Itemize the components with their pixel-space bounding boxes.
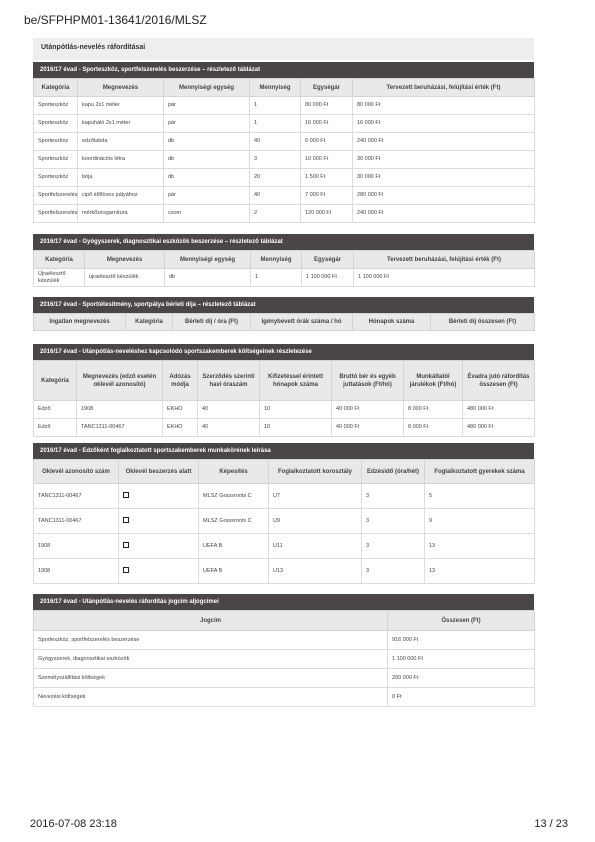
- table-cell: 80 000 Ft: [353, 97, 535, 115]
- table-cell: edzőlabda: [78, 133, 164, 151]
- table-cell: 40 000 Ft: [332, 401, 404, 419]
- table-cell: 7 000 Ft: [301, 187, 353, 205]
- table-cell: 200 000 Ft: [388, 669, 535, 688]
- table-cell: cipő élőfüves pályához: [78, 187, 164, 205]
- column-header: Összesen (Ft): [388, 611, 535, 631]
- table-cell: 3: [250, 151, 301, 169]
- table-cell: 0 Ft: [388, 688, 535, 707]
- table-row: [34, 559, 535, 584]
- table-cell: db: [164, 133, 250, 151]
- table-cell: 916 000 Ft: [388, 631, 535, 650]
- table-cell: 3: [362, 509, 425, 534]
- table-cell: 2: [250, 205, 301, 223]
- table-cell: 10 000 Ft: [301, 151, 353, 169]
- table-cell: 3: [362, 484, 425, 509]
- header-row: [34, 251, 535, 269]
- section-coach-duties: [33, 443, 534, 584]
- table-row: [34, 205, 535, 223]
- table-cell: Nevezési költségek: [34, 688, 388, 707]
- table-cell: db: [164, 169, 250, 187]
- table-cell: 1: [250, 97, 301, 115]
- equipment-table: [33, 78, 535, 223]
- table-row: [34, 688, 535, 707]
- table-cell: 240 000 Ft: [353, 205, 535, 223]
- section-title: 2016/17 évad - Sportlétesítmény, sportpálya bérleti díja – részletező táblázat: [33, 297, 534, 313]
- table-row: [34, 631, 535, 650]
- table-cell: pár: [164, 115, 250, 133]
- table-cell: 40: [198, 419, 260, 437]
- table-cell: 40: [198, 401, 260, 419]
- section-title: 2016/17 évad - Edzőként foglalkoztatott sportszakemberek munkakörének leírása: [33, 443, 534, 459]
- table-cell: 20: [250, 169, 301, 187]
- table-cell: 8 000 Ft: [404, 419, 463, 437]
- page-number: 13 / 23: [534, 818, 568, 830]
- column-header: Megnevezés: [78, 79, 164, 97]
- table-cell: Sportfelszerelés: [34, 205, 78, 223]
- table-row: [34, 534, 535, 559]
- column-header: Megnevezés (edző esetén oklevél azonosító): [77, 361, 163, 401]
- table-cell: Sporteszköz: [34, 133, 78, 151]
- table-cell: 1: [250, 115, 301, 133]
- checkbox-cell: [119, 559, 199, 584]
- table-cell: EKHO: [163, 401, 198, 419]
- table-cell: Újraélesztő készülék: [34, 269, 85, 287]
- table-cell: Sportfelszerelés: [34, 187, 78, 205]
- document-id: be/SFPHPM01-13641/2016/MLSZ: [24, 13, 207, 27]
- column-header: Oklevél azonosító szám: [34, 460, 119, 484]
- table-cell: 6 000 Ft: [301, 133, 353, 151]
- table-cell: 1 100 000 Ft: [388, 650, 535, 669]
- table-row: [34, 133, 535, 151]
- summary-table: [33, 610, 535, 707]
- column-header: Kategória: [34, 361, 77, 401]
- column-header: Hónapok száma: [353, 314, 431, 331]
- table-cell: 16 000 Ft: [301, 115, 353, 133]
- checkbox-cell: [119, 484, 199, 509]
- table-cell: mérkőzésgarnitúra: [78, 205, 164, 223]
- section-title: 2016/17 évad - Gyógyszerek, diagnosztikai eszközök beszerzése – részletező táblázat: [33, 234, 534, 250]
- table-cell: 3: [362, 559, 425, 584]
- table-cell: 40 000 Ft: [332, 419, 404, 437]
- table-cell: 8 000 Ft: [404, 401, 463, 419]
- column-header: Foglalkoztatott korosztály: [269, 460, 362, 484]
- table-row: [34, 669, 535, 688]
- table-cell: 13: [425, 559, 535, 584]
- table-row: [34, 115, 535, 133]
- table-cell: 10: [260, 401, 332, 419]
- coach-duties-table: [33, 459, 535, 584]
- table-row: [34, 419, 535, 437]
- table-cell: 1908: [34, 559, 119, 584]
- column-header: Évadra jutó ráfordítás összesen (Ft): [463, 361, 535, 401]
- table-row: [34, 269, 535, 287]
- section-title: 2016/17 évad - Utánpótlás-nevelés ráfordítás jogcím aljogcímei: [33, 594, 534, 610]
- header-row: [34, 460, 535, 484]
- table-cell: U13: [269, 559, 362, 584]
- column-header: Jogcím: [34, 611, 388, 631]
- rental-table: [33, 313, 535, 331]
- header-row: [34, 79, 535, 97]
- column-header: Adózás módja: [163, 361, 198, 401]
- table-cell: U7: [269, 484, 362, 509]
- table-cell: pár: [164, 97, 250, 115]
- column-header: Bérleti díj összesen (Ft): [431, 314, 535, 331]
- column-header: Igénybevett órák száma / hó: [251, 314, 353, 331]
- table-cell: 40: [250, 187, 301, 205]
- table-cell: koordinációs létra: [78, 151, 164, 169]
- table-row: [34, 509, 535, 534]
- table-cell: TANC1311-00467: [77, 419, 163, 437]
- table-cell: bója: [78, 169, 164, 187]
- table-cell: 5: [425, 484, 535, 509]
- table-row: [34, 401, 535, 419]
- table-cell: 1 500 Ft: [301, 169, 353, 187]
- column-header: Ingatlan megnevezés: [34, 314, 126, 331]
- diploma-pending-checkbox[interactable]: [123, 567, 129, 573]
- checkbox-cell: [119, 509, 199, 534]
- column-header: Foglalkoztatott gyerekek száma: [425, 460, 535, 484]
- table-cell: 3: [362, 534, 425, 559]
- table-cell: Sporteszköz: [34, 169, 78, 187]
- table-cell: 1 100 000 Ft: [302, 269, 354, 287]
- table-cell: db: [165, 269, 251, 287]
- diploma-pending-checkbox[interactable]: [123, 517, 129, 523]
- table-row: [34, 484, 535, 509]
- table-cell: Edző: [34, 419, 77, 437]
- table-row: [34, 169, 535, 187]
- table-cell: U9: [269, 509, 362, 534]
- table-cell: 13: [425, 534, 535, 559]
- table-cell: 9: [425, 509, 535, 534]
- column-header: Kategória: [34, 251, 85, 269]
- column-header: Kategória: [34, 79, 78, 97]
- table-cell: 480 000 Ft: [463, 419, 535, 437]
- table-cell: 40: [250, 133, 301, 151]
- table-cell: pár: [164, 187, 250, 205]
- column-header: Mennyiség: [250, 79, 301, 97]
- table-cell: Sporteszköz: [34, 151, 78, 169]
- table-cell: Sporteszköz: [34, 97, 78, 115]
- table-cell: 30 000 Ft: [353, 169, 535, 187]
- table-cell: 240 000 Ft: [353, 133, 535, 151]
- header-row: [34, 611, 535, 631]
- staff-costs-table: [33, 360, 535, 437]
- column-header: Egységár: [302, 251, 354, 269]
- table-cell: 1908: [77, 401, 163, 419]
- table-cell: EKHO: [163, 419, 198, 437]
- table-cell: Személyszállítási költségek: [34, 669, 388, 688]
- section-medical-devices: [33, 234, 534, 287]
- section-staff-costs: [33, 344, 534, 437]
- table-cell: MLSZ Grassroots C: [199, 509, 269, 534]
- table-cell: 280 000 Ft: [353, 187, 535, 205]
- table-cell: MLSZ Grassroots C: [199, 484, 269, 509]
- column-header: Képesítés: [199, 460, 269, 484]
- column-header: Tervezett beruházási, felújítási érték (Ft): [354, 251, 535, 269]
- column-header: Egységár: [301, 79, 353, 97]
- table-cell: 480 000 Ft: [463, 401, 535, 419]
- table-row: [34, 187, 535, 205]
- column-header: Munkáltatói járulékok (Ft/hó): [404, 361, 463, 401]
- table-cell: 80 000 Ft: [301, 97, 353, 115]
- table-cell: 1: [251, 269, 302, 287]
- header-row: [34, 314, 535, 331]
- table-cell: csom: [164, 205, 250, 223]
- checkbox-cell: [119, 534, 199, 559]
- table-cell: 30 000 Ft: [353, 151, 535, 169]
- table-cell: db: [164, 151, 250, 169]
- table-cell: 1 100 000 Ft: [354, 269, 535, 287]
- column-header: Szerződés szerinti havi óraszám: [198, 361, 260, 401]
- footer-datetime: 2016-07-08 23:18: [30, 818, 117, 830]
- column-header: Mennyiségi egység: [164, 79, 250, 97]
- table-cell: TANC1311-00467: [34, 509, 119, 534]
- column-header: Mennyiségi egység: [165, 251, 251, 269]
- section-facility-rental: [33, 297, 534, 331]
- table-cell: U11: [269, 534, 362, 559]
- table-cell: Sporteszköz, sportfelszerelés beszerzése: [34, 631, 388, 650]
- section-sport-equipment: [33, 62, 534, 223]
- table-row: [34, 97, 535, 115]
- column-header: Kategória: [126, 314, 173, 331]
- table-cell: Sporteszköz: [34, 115, 78, 133]
- table-cell: Edző: [34, 401, 77, 419]
- page-title: Utánpótlás-nevelés ráfordításai: [33, 38, 534, 60]
- column-header: Megnevezés: [85, 251, 165, 269]
- table-cell: TANC1311-00467: [34, 484, 119, 509]
- medical-table: [33, 250, 535, 287]
- column-header: Edzésidő (óra/hét): [362, 460, 425, 484]
- diploma-pending-checkbox[interactable]: [123, 542, 129, 548]
- column-header: Bérleti díj / óra (Ft): [173, 314, 251, 331]
- table-row: [34, 650, 535, 669]
- table-cell: UEFA B: [199, 559, 269, 584]
- column-header: Mennyiség: [251, 251, 302, 269]
- table-cell: kapuháló 2x1 méter: [78, 115, 164, 133]
- header-row: [34, 361, 535, 401]
- section-subtitle-costs: [33, 594, 534, 707]
- column-header: Oklevél beszerzés alatt: [119, 460, 199, 484]
- table-row: [34, 151, 535, 169]
- table-cell: 1908: [34, 534, 119, 559]
- column-header: Tervezett beruházási, felújítási érték (Ft): [353, 79, 535, 97]
- table-cell: 10: [260, 419, 332, 437]
- section-title: 2016/17 évad - Utánpótlás-neveléshez kapcsolódó sportszakemberek költségeinek részletezése: [33, 344, 534, 360]
- table-cell: kapu 2x1 méter: [78, 97, 164, 115]
- table-cell: 120 000 Ft: [301, 205, 353, 223]
- section-title: 2016/17 évad - Sporteszköz, sportfelszerelés beszerzése – részletező táblázat: [33, 62, 534, 78]
- table-cell: újraélesztő készülék: [85, 269, 165, 287]
- table-cell: Gyógyszerek, diagnosztikai eszközök: [34, 650, 388, 669]
- column-header: Bruttó bér és egyéb juttatások (Ft/hó): [332, 361, 404, 401]
- table-cell: UEFA B: [199, 534, 269, 559]
- table-cell: 16 000 Ft: [353, 115, 535, 133]
- column-header: Kifizetéssel érintett hónapok száma: [260, 361, 332, 401]
- diploma-pending-checkbox[interactable]: [123, 492, 129, 498]
